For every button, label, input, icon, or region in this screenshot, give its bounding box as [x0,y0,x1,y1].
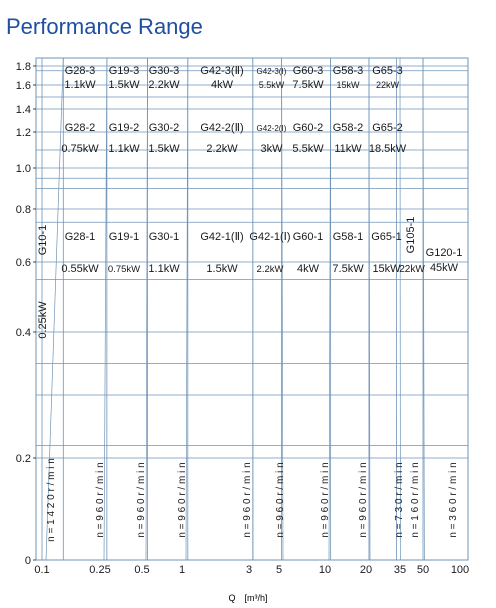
pump-power-label: 1.1kW [108,143,140,155]
y-tick-label: 1.2 [15,127,31,139]
x-tick-label: 0.5 [134,564,150,576]
speed-label: n = 9 6 0 r / m i n [177,462,188,538]
pump-model-label: G19-2 [108,122,140,134]
pump-model-label: G60-3 [292,65,324,77]
y-tick-label: 0 [24,555,31,567]
x-tick-label: 35 [393,564,407,576]
pump-power-label: 0.25kW [37,301,49,339]
pump-model-label: G28-2 [64,122,96,134]
g10-power-group [37,301,49,339]
pump-model-label: G65-2 [372,122,403,134]
x-tick-label: 1 [178,564,186,576]
speed-label: n = 9 6 0 r / m i n [358,462,369,538]
pump-power-label: 11kW [334,143,362,155]
x-tick-label: 5 [275,564,283,576]
pump-power-label: 5.5kW [292,143,324,155]
speed-label: n = 1 6 0 r / m i n [410,462,421,538]
pump-model-label: G28-3 [64,65,96,77]
speed-label: n = 1 4 2 0 r / m i n [46,458,57,542]
pump-model-label: G65-1 [371,231,402,243]
pump-power-label: 1.5kW [148,143,180,155]
pump-power-label: 2.2kW [206,143,238,155]
y-tick-label: 1.0 [15,163,31,175]
pump-model-label: G30-3 [148,65,180,77]
pump-model-label: G58-1 [332,231,364,243]
x-tick-label: 20 [359,564,373,576]
speed-label-group [410,462,421,537]
pump-power-label: 0.55kW [61,263,99,275]
pump-power-label: 1.1kW [148,263,180,275]
pump-power-label: 4kW [297,263,319,275]
pump-model-label: G42-3(Ⅱ) [200,65,244,77]
pump-model-label: G42-1(Ⅰ) [249,231,291,243]
pump-model-label: G19-1 [108,231,140,243]
speed-label-group [242,462,253,537]
speed-label-group [95,462,106,537]
x-tick-label: 3 [245,564,253,576]
pump-power-label: 0.75kW [61,143,99,155]
pump-model-label: G30-2 [148,122,180,134]
pump-model-label: G42-3(Ⅰ) [256,67,287,76]
speed-labels [46,458,459,542]
pump-model-label: G10-1 [37,224,49,256]
speed-label: n = 3 6 0 r / m i n [448,462,459,538]
pump-model-label: G42-1(Ⅱ) [200,231,244,243]
speed-label: n = 7 3 0 r / m i n [394,462,405,538]
pump-model-label: G19-3 [108,65,140,77]
pump-power-label: 5.5kW [258,80,285,90]
pump-power-label: 4kW [211,79,233,91]
pump-model-label: G60-2 [292,122,324,134]
pump-power-label: 3kW [260,143,283,155]
speed-label: n = 9 6 0 r / m i n [275,462,286,538]
x-tick-label: 10 [318,564,332,576]
x-tick-label: 100 [450,564,470,576]
grid-lines [36,66,468,458]
y-tick-label: 1.8 [15,61,31,73]
speed-label-group [136,462,147,537]
speed-label-group [358,462,369,537]
pump-model-label: G42-2(Ⅱ) [200,122,244,134]
g105-group [405,217,417,254]
pump-model-label: G58-3 [332,65,364,77]
pump-power-label: 22kW [375,80,400,90]
pump-model-label: G60-1 [292,231,324,243]
x-tick-label: 0.1 [34,564,50,576]
pump-model-label: G30-1 [148,231,180,243]
pump-model-label: G28-1 [64,231,96,243]
speed-label-group [320,462,331,537]
speed-label-group [275,462,286,537]
pump-power-label: 1.5kW [206,263,238,275]
pump-model-label: G58-2 [332,122,364,134]
speed-label: n = 9 6 0 r / m i n [95,462,106,538]
pump-power-label: 15kW [372,263,401,275]
pump-model-label: G42-2(Ⅰ) [256,124,287,133]
y-tick-label: 0.8 [15,204,31,216]
speed-label: n = 9 6 0 r / m i n [320,462,331,538]
speed-label-group [46,458,57,542]
pump-cells [37,65,462,339]
y-axis-ticks [16,61,36,567]
y-tick-label: 1.4 [15,104,31,116]
pump-power-label: 2.2kW [148,79,180,91]
pump-model-label: G120-1 [425,247,463,259]
pump-model-label: G65-3 [372,65,403,77]
speed-label-group [177,462,188,537]
g10-group [37,225,49,256]
pump-power-label: 0.75kW [107,264,141,275]
y-tick-label: 0.4 [15,327,31,339]
x-tick-label: 50 [416,564,430,576]
speed-label-group [394,462,405,537]
x-axis-ticks [34,564,469,576]
y-tick-label: 1.6 [15,80,31,92]
pump-power-label: 1.1kW [64,79,96,91]
speed-label: n = 9 6 0 r / m i n [242,462,253,538]
pump-power-label: 45kW [429,262,459,274]
y-tick-label: 0.2 [15,453,31,465]
speed-label: n = 9 6 0 r / m i n [136,462,147,538]
y-tick-label: 0.6 [15,257,31,269]
x-axis-label: Q [m³/h] [228,593,268,603]
pump-power-label: 2.2kW [256,264,284,275]
pump-power-label: 7.5kW [332,263,364,275]
pump-power-label: 1.5kW [108,79,140,91]
speed-label-group [448,462,459,537]
pump-power-label: 15kW [336,80,360,90]
pump-power-label: 7.5kW [292,79,324,91]
pump-model-label: G105-1 [405,216,417,254]
pump-power-label: 18.5kW [368,143,407,155]
pump-power-label: 22kW [399,264,425,275]
chart-title: Performance Range [6,14,203,39]
x-tick-label: 0.25 [89,564,111,576]
